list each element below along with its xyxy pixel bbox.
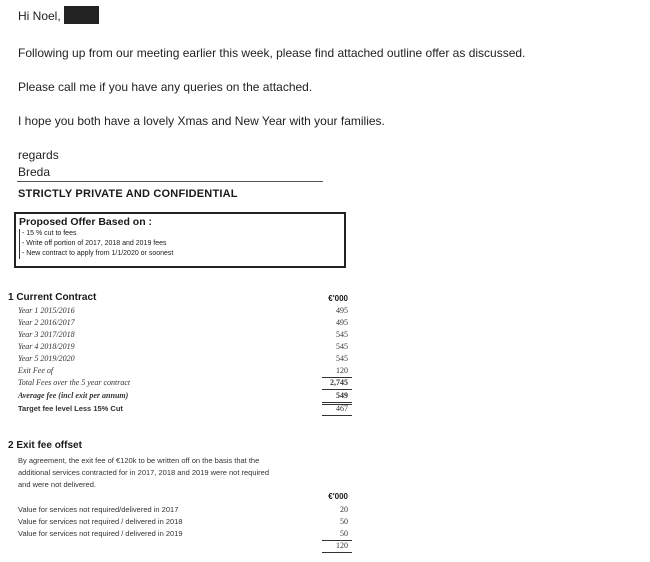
- section-2-title: 2 Exit fee offset: [8, 440, 82, 451]
- contract-target-value: 467: [336, 404, 348, 413]
- section-2-paragraph-line: and were not delivered.: [18, 480, 96, 489]
- offset-row-value: 50: [340, 529, 348, 538]
- letter-line-2: Please call me if you have any queries on the attached.: [18, 80, 313, 94]
- greeting: Hi Noel,: [18, 9, 61, 23]
- contract-row-label: Year 4 2018/2019: [18, 342, 75, 351]
- letter-line-1: Following up from our meeting earlier this week, please find attached outline offer as discussed.: [18, 46, 526, 60]
- proposed-offer-box: [14, 212, 346, 268]
- redaction-block: [64, 6, 99, 24]
- letter-line-3: I hope you both have a lovely Xmas and New Year with your families.: [18, 114, 385, 128]
- offer-item: - 15 % cut to fees: [19, 229, 341, 239]
- section-2-paragraph-line: By agreement, the exit fee of €120k to be written off on the basis that the: [18, 456, 260, 465]
- contract-row-label: Year 1 2015/2016: [18, 306, 75, 315]
- offset-row-label: Value for services not required/delivered in 2017: [18, 505, 179, 514]
- contract-target-label: Target fee level Less 15% Cut: [18, 404, 123, 413]
- offset-row-label: Value for services not required / delivered in 2018: [18, 517, 183, 526]
- contract-row-value: 495: [336, 306, 348, 315]
- section-1-unit: €'000: [328, 294, 348, 303]
- contract-row-value: 545: [336, 354, 348, 363]
- contract-row-value: 545: [336, 330, 348, 339]
- offer-item: - New contract to apply from 1/1/2020 or soonest: [19, 249, 341, 259]
- offset-row-label: Value for services not required / delivered in 2019: [18, 529, 183, 538]
- confidential-heading: STRICTLY PRIVATE AND CONFIDENTIAL: [18, 188, 238, 200]
- offset-row-value: 20: [340, 505, 348, 514]
- section-1-title: 1 Current Contract: [8, 292, 97, 303]
- contract-row-value: 495: [336, 318, 348, 327]
- offer-item: - Write off portion of 2017, 2018 and 2019 fees: [19, 239, 341, 249]
- offer-box-title: Proposed Offer Based on :: [19, 216, 153, 228]
- contract-row-value: 120: [336, 366, 348, 375]
- underline-rule: [322, 415, 352, 416]
- contract-row-label: Year 3 2017/2018: [18, 330, 75, 339]
- contract-average-label: Average fee (incl exit per annum): [18, 391, 129, 400]
- underline-rule: [322, 552, 352, 553]
- offset-row-value: 50: [340, 517, 348, 526]
- section-2-unit: €'000: [328, 492, 348, 501]
- contract-row-label: Exit Fee of: [18, 366, 54, 375]
- contract-total-label: Total Fees over the 5 year contract: [18, 378, 131, 387]
- underline-rule: [322, 402, 352, 403]
- contract-row-label: Year 2 2016/2017: [18, 318, 75, 327]
- contract-row-label: Year 5 2019/2020: [18, 354, 75, 363]
- letter-signature: Breda: [18, 165, 51, 179]
- underline-rule: [322, 389, 352, 390]
- section-2-paragraph-line: additional services contracted for in 2017, 2018 and 2019 were not required: [18, 468, 269, 477]
- contract-total-value: 2,745: [330, 378, 348, 387]
- letter-signoff: regards: [18, 148, 59, 162]
- contract-row-value: 545: [336, 342, 348, 351]
- divider-rule: [17, 181, 323, 182]
- offset-total-value: 120: [336, 541, 348, 550]
- contract-average-value: 549: [336, 391, 348, 400]
